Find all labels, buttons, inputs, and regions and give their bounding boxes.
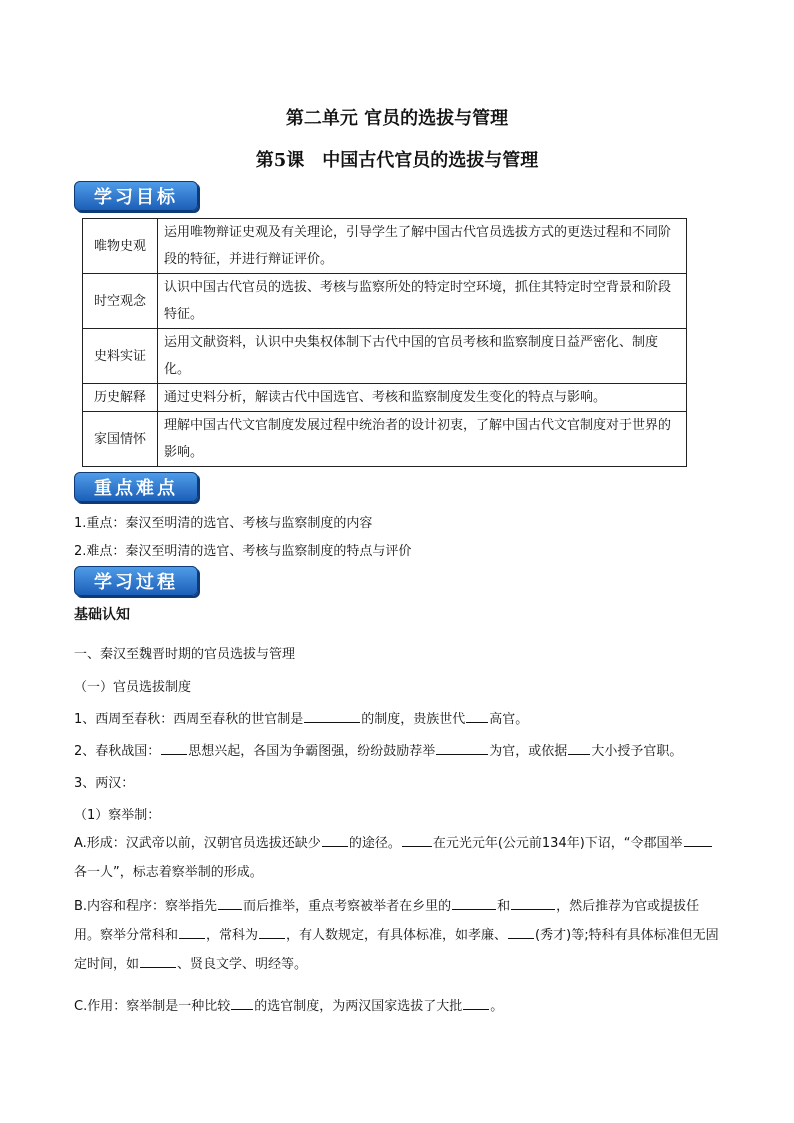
fill-blank[interactable] [568, 741, 590, 755]
text-segment: 1、西周至春秋：西周至春秋的世官制是 [74, 712, 304, 727]
objective-key: 家国情怀 [83, 412, 158, 467]
text-segment: 大小授予官职。 [591, 744, 683, 759]
table-row [83, 274, 687, 329]
fill-blank[interactable] [231, 996, 253, 1010]
text-segment: 的途径。 [348, 836, 401, 851]
text-segment: 2、春秋战国： [74, 744, 161, 759]
text-segment: 在元光元年(公元前134年)下诏，“令郡国举 [432, 836, 683, 851]
table-row [83, 219, 687, 274]
fill-blank[interactable] [463, 996, 489, 1010]
objectives-table [82, 218, 687, 467]
section-heading: 一、秦汉至魏晋时期的官员选拔与管理 [74, 647, 296, 662]
text-segment: ，有人数规定，有具体标准，如孝廉、 [286, 928, 508, 943]
text-segment: 为官，或依据 [489, 744, 568, 759]
learning-goals-banner: 学习目标 [74, 181, 198, 211]
paragraph-1 [74, 708, 528, 727]
table-row [83, 384, 687, 412]
fill-blank[interactable] [179, 925, 205, 939]
objective-key: 唯物史观 [83, 219, 158, 274]
learning-process-banner: 学习过程 [74, 566, 198, 596]
text-segment: 的制度，贵族世代 [361, 712, 466, 727]
fill-blank[interactable] [402, 833, 432, 847]
text-segment: 的选官制度，为两汉国家选拔了大批 [254, 999, 463, 1014]
fill-blank[interactable] [304, 709, 360, 723]
text-segment: 和 [497, 899, 511, 914]
text-segment: 思想兴起，各国为争霸图强，纷纷鼓励荐举 [188, 744, 436, 759]
text-segment: C.作用：察举制是一种比较 [74, 999, 231, 1014]
text-segment: ，然后推荐为官或提拔任用。察举分常科和 [74, 899, 700, 943]
fill-blank[interactable] [436, 741, 488, 755]
fill-blank[interactable] [466, 709, 488, 723]
objective-key: 时空观念 [83, 274, 158, 329]
objective-text: 理解中国古代文官制度发展过程中统治者的设计初衷，了解中国古代文官制度对于世界的影响。 [158, 412, 687, 467]
fill-blank[interactable] [161, 741, 187, 755]
text-segment: (秀才)等;特科有具体标准但无固定时间，如 [74, 928, 719, 972]
fill-blank[interactable] [259, 925, 285, 939]
paragraph-3-1: （1）察举制： [74, 808, 161, 823]
key-point: 1.重点：秦汉至明清的选官、考核与监察制度的内容 [74, 516, 373, 531]
unit-title: 第二单元 官员的选拔与管理 [285, 108, 509, 129]
basic-knowledge-heading: 基础认知 [74, 607, 130, 623]
text-segment: 高官。 [489, 712, 529, 727]
fill-blank[interactable] [322, 833, 348, 847]
table-row [83, 329, 687, 384]
subsection-heading: （一）官员选拔制度 [74, 680, 192, 695]
lesson-title: 第5课 中国古代官员的选拔与管理 [255, 150, 539, 171]
key-points-banner: 重点难点 [74, 472, 198, 502]
paragraph-c [74, 995, 503, 1014]
objective-text: 运用文献资料，认识中央集权体制下古代中国的官员考核和监察制度日益严密化、制度化。 [158, 329, 687, 384]
text-segment: 、贤良文学、明经等。 [177, 957, 308, 972]
fill-blank[interactable] [140, 954, 176, 968]
objective-text: 运用唯物辩证史观及有关理论，引导学生了解中国古代官员选拔方式的更迭过程和不同阶段的特征，并进行辩证评价。 [158, 219, 687, 274]
text-segment: 各一人”，标志着察举制的形成。 [74, 865, 263, 880]
text-segment: B.内容和程序：察举指先 [74, 899, 218, 914]
text-segment: 而后推举，重点考察被举者在乡里的 [243, 899, 452, 914]
objective-text: 认识中国古代官员的选拔、考核与监察所处的特定时空环境，抓住其特定时空背景和阶段特征。 [158, 274, 687, 329]
fill-blank[interactable] [684, 833, 712, 847]
text-segment: 。 [490, 999, 504, 1014]
objective-key: 史料实证 [83, 329, 158, 384]
paragraph-a [74, 829, 722, 887]
fill-blank[interactable] [452, 896, 496, 910]
paragraph-b [74, 892, 722, 979]
text-segment: ，常科为 [206, 928, 259, 943]
fill-blank[interactable] [218, 896, 242, 910]
paragraph-2 [74, 740, 682, 759]
fill-blank[interactable] [511, 896, 555, 910]
table-row [83, 412, 687, 467]
text-segment: A.形成：汉武帝以前，汉朝官员选拔还缺少 [74, 836, 321, 851]
objective-key: 历史解释 [83, 384, 158, 412]
difficult-point: 2.难点：秦汉至明清的选官、考核与监察制度的特点与评价 [74, 544, 412, 559]
objective-text: 通过史料分析，解读古代中国选官、考核和监察制度发生变化的特点与影响。 [158, 384, 687, 412]
paragraph-3: 3、两汉： [74, 776, 135, 791]
fill-blank[interactable] [508, 925, 534, 939]
